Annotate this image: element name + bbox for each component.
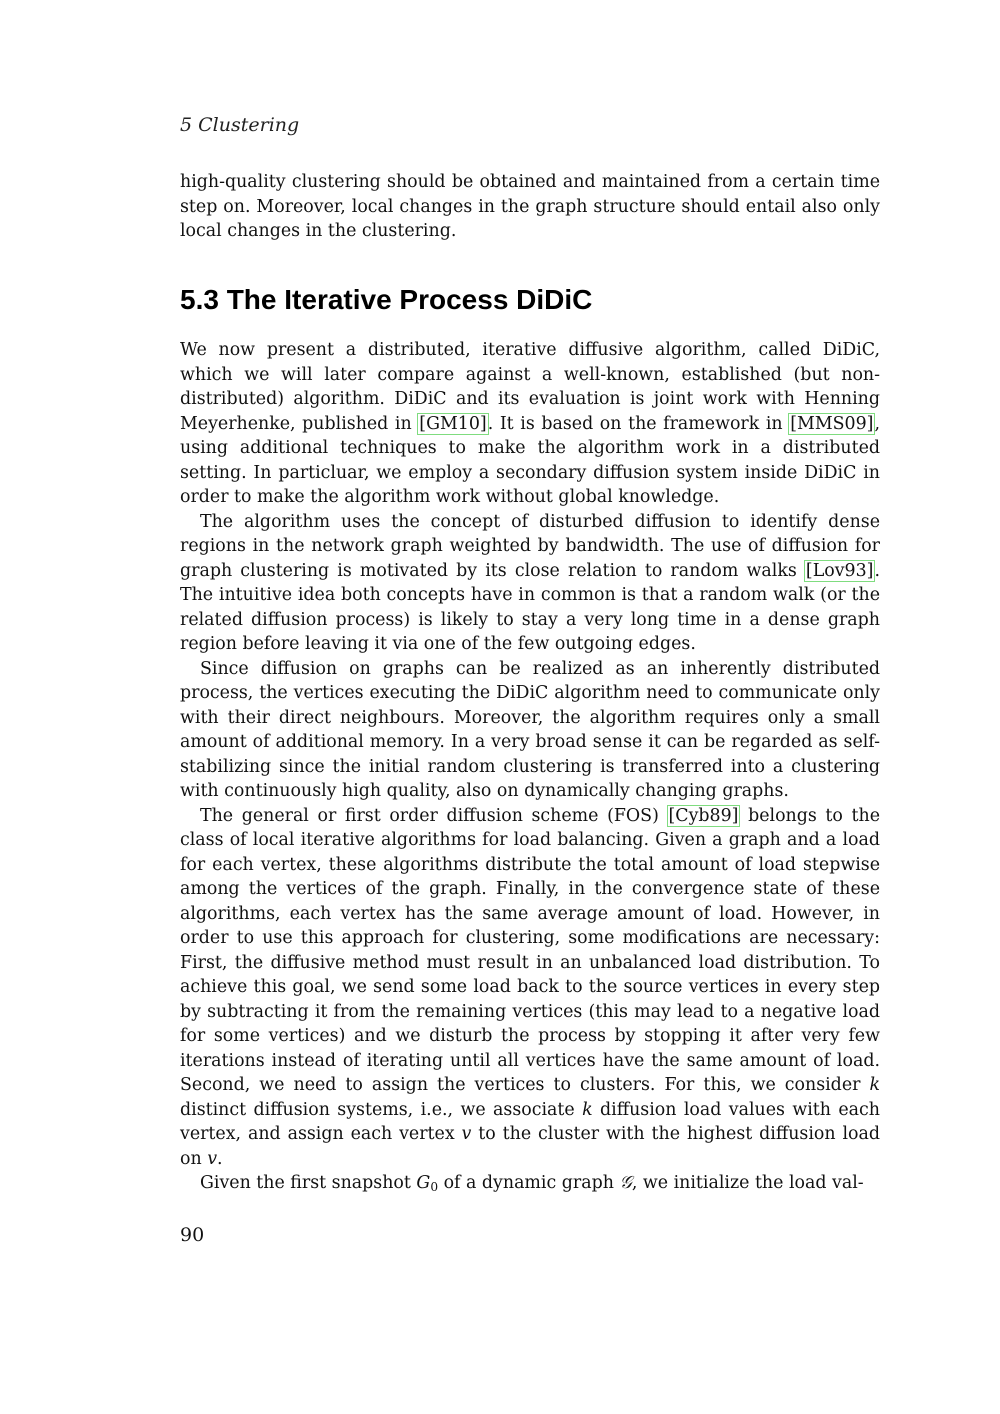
math-v: v [207,1148,218,1169]
citation-link-cyb89[interactable]: [Cyb89] [668,805,739,826]
math-calligraphic-g: 𝒢 [619,1173,632,1193]
intro-paragraph: high-quality clustering should be obtained and maintained from a certain time step on. Moreover, local changes in the graph structure should entail also only local changes in the clustering. [180,172,880,241]
citation-link-gm10[interactable]: [GM10] [419,413,487,434]
section-body [180,338,880,1200]
paragraph-5-text-c: , we initialize the load val- [631,1173,864,1193]
running-head: 5 Clustering [180,114,300,136]
paragraph-1-text-a: We now present a distributed, iterative diffusive algorithm, called DiDiC, which we will later compare against a well-known, established (but non-distributed) algorithm. DiDiC and its evaluation is joint work with Henning Meyerhenke, published in [180,340,880,434]
paragraph-2-text-a: The algorithm uses the concept of disturbed diffusion to identify dense regions in the network graph weighted by bandwidth. The use of diffusion for graph clustering is motivated by its close relation to random walks [180,511,880,581]
paragraph-4 [180,804,880,1172]
paragraph-4-text-f: . [217,1148,223,1169]
page-number: 90 [180,1224,205,1246]
citation-link-mms09[interactable]: [MMS09] [790,413,874,434]
paragraph-2-text-b: . The intuitive idea both concepts have in common is that a random walk (or the related diffusion process) is likely to stay a very long time in a dense graph region before leaving it via one of the few outgoing edges. [180,560,880,654]
paragraph-1-text-b: . It is based on the framework in [487,413,790,434]
paragraph-4-text-b: belongs to the class of local iterative algorithms for load balancing. Given a graph and a load for each vertex, these algorithms distribute the total amount of load stepwise among the vertices of the graph. Finally, in the convergence state of these algorithms, each vertex has the same average amount of load. However, in order to use this approach for clustering, some modifications are necessary: First, the diffusive method must result in an unbalanced load distribution. To achieve this goal, we send some load back to the source vertices in every step by subtracting it from the remaining vertices (this may lead to a negative load for some vertices) and we disturb the process by stopping it after very few iterations instead of iterating until all vertices have the same amount of load. Second, we need to assign the vertices to clusters. For this, we consider [180,805,880,1095]
math-k: k [582,1099,593,1120]
paragraph-5 [180,1171,880,1200]
math-g: G [416,1173,431,1193]
paragraph-4-text-a: The general or first order diffusion scheme (FOS) [200,805,668,826]
paragraph-5-text-b: of a dynamic graph [438,1173,620,1193]
section-title: 5.3 The Iterative Process DiDiC [180,284,593,315]
paragraph-5-text-a: Given the first snapshot [200,1173,417,1193]
paragraph-4-text-d: diffusion load values with each vertex, and assign each vertex [180,1099,880,1144]
paragraph-1 [180,338,880,510]
citation-link-lov93[interactable]: [Lov93] [805,560,874,581]
paragraph-4-text-e: to the cluster with the highest diffusion load on [180,1124,880,1169]
math-g-subscript: 0 [430,1180,439,1195]
math-v: v [461,1124,472,1144]
paragraph-2 [180,510,880,657]
paragraph-3: Since diffusion on graphs can be realized as an inherently distributed process, the vertices executing the DiDiC algorithm need to communicate only with their direct neighbours. Moreover, the algorithm requires only a small amount of additional memory. In a very broad sense it can be regarded as self-stabilizing since the initial random clustering is transferred into a clustering with continuously high quality, also on dynamically changing graphs. [180,658,880,801]
paragraph-1-text-c: , using additional techniques to make the algorithm work in a distributed setting. In particluar, we employ a secondary diffusion system inside DiDiC in order to make the algorithm work without global knowledge. [180,413,880,507]
math-k: k [869,1075,880,1095]
paragraph-4-text-c: distinct diffusion systems, i.e., we associate [180,1099,583,1120]
